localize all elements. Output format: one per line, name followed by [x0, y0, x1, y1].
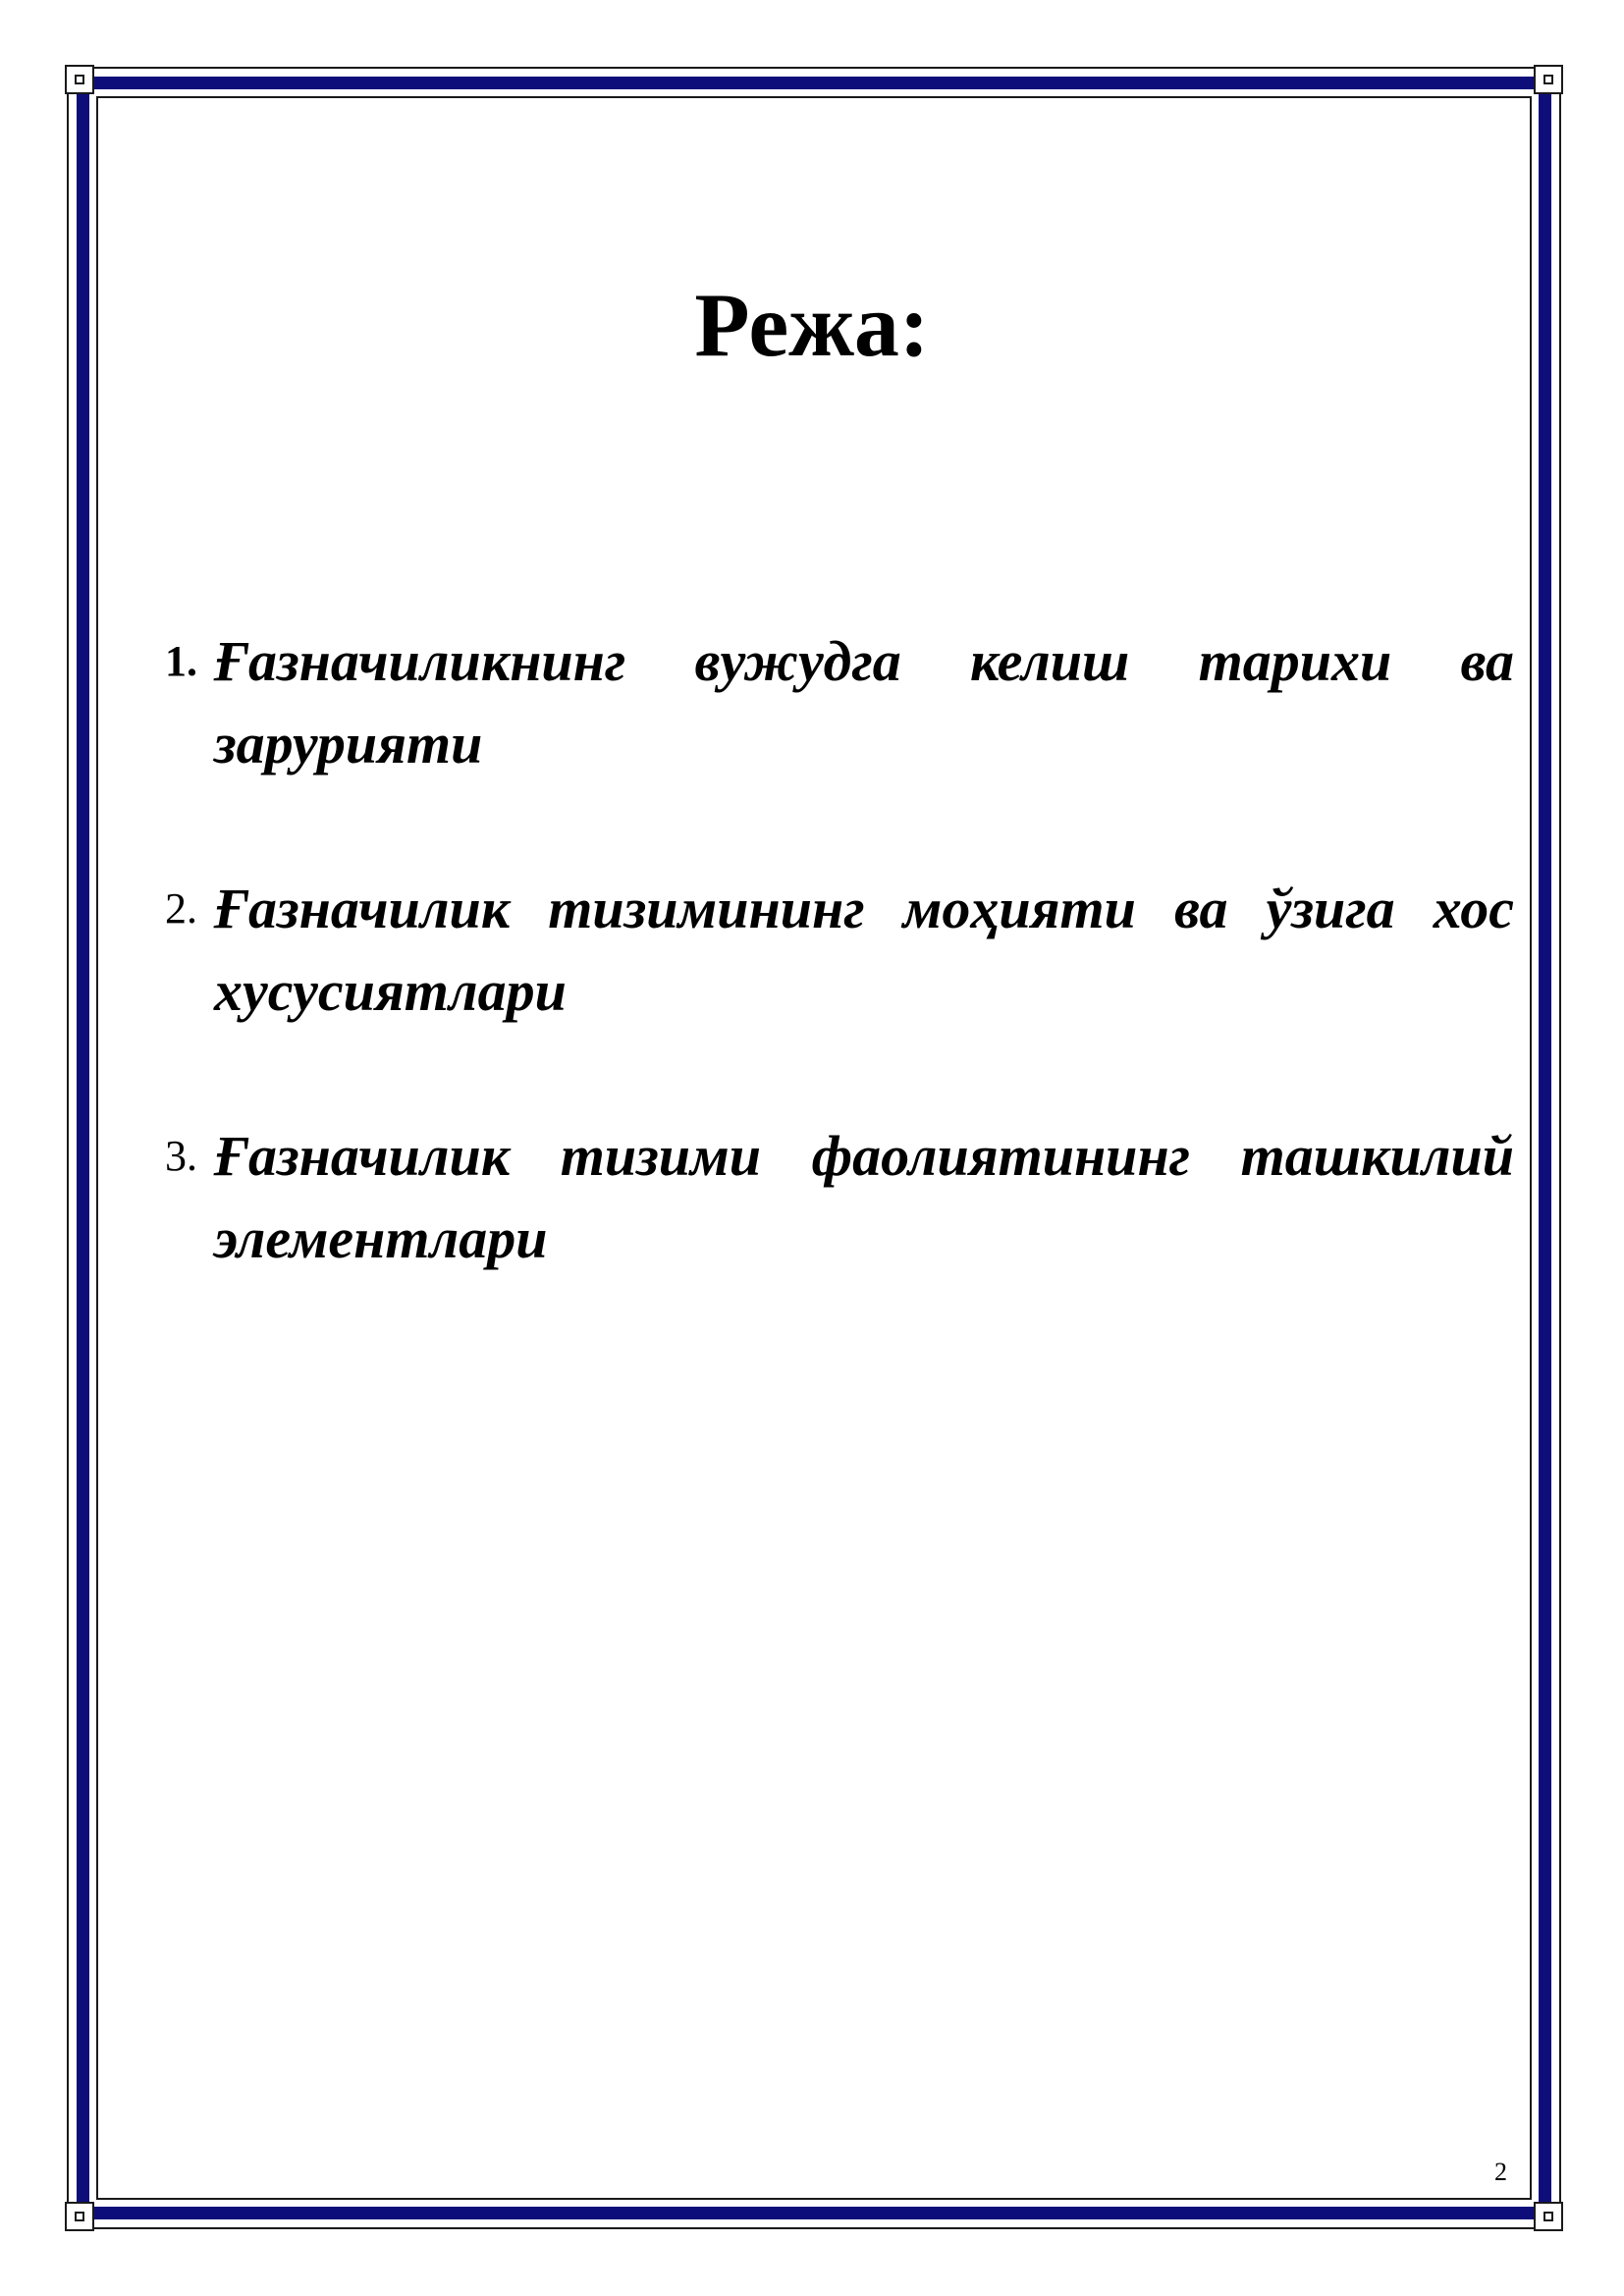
plan-item-text: Ғазначиликнинг вужудга келиш тарихи ва зарурияти	[214, 629, 1514, 775]
plan-list	[165, 620, 1514, 1362]
page-title: Режа:	[694, 275, 930, 375]
border-corner-ornament	[65, 65, 94, 94]
border-corner-ornament	[1534, 65, 1563, 94]
plan-item-text: Ғазначилик тизими фаолиятининг ташкилий элементлари	[214, 1124, 1514, 1270]
plan-item	[165, 620, 1514, 785]
plan-item-number: 2.	[165, 884, 197, 933]
page-number: 2	[1494, 2158, 1507, 2186]
plan-item	[165, 1115, 1514, 1280]
plan-item-text: Ғазначилик тизимининг моҳияти ва ўзига хос хусусиятлари	[214, 877, 1514, 1023]
plan-item	[165, 868, 1514, 1033]
border-corner-ornament	[65, 2202, 94, 2231]
plan-item-number: 1.	[165, 637, 197, 685]
plan-item-number: 3.	[165, 1132, 197, 1180]
border-corner-ornament	[1534, 2202, 1563, 2231]
